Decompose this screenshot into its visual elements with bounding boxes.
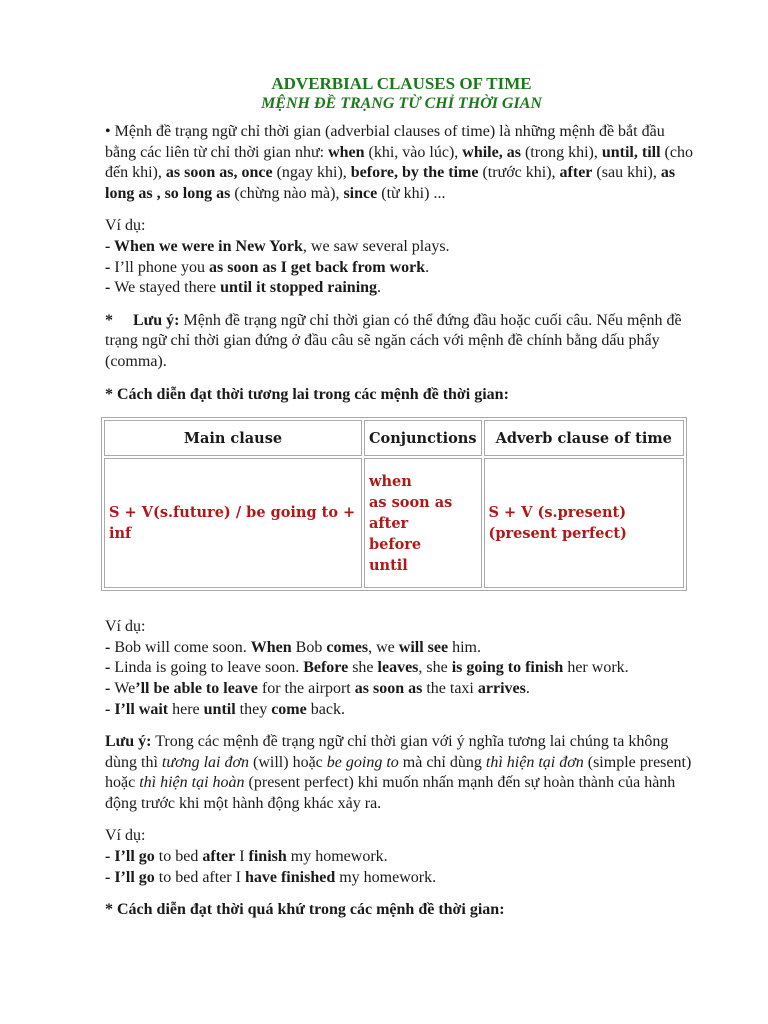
section-heading-future: * Cách diễn đạt thời tương lai trong các mệnh đề thời gian: [105,385,509,403]
cell-conjunctions: when as soon as after before until [364,458,482,588]
example-block-3 [105,826,698,888]
example-line: - I’ll go to bed after I finish my homework. [105,848,388,866]
cell-main-clause: S + V(s.future) / be going to + inf [104,458,362,588]
table-row [104,458,684,588]
example-line: - I’ll go to bed after I have finished my homework. [105,868,437,886]
example-line: - When we were in New York, we saw several plays. [105,237,450,255]
example-block-2 [105,617,698,720]
example-block-1 [105,216,698,298]
example-line: - We’ll be able to leave for the airport as soon as the taxi arrives. [105,679,530,697]
page-title: ADVERBIAL CLAUSES OF TIME [271,74,532,93]
example-line: - Bob will come soon. When Bob comes, we will see him. [105,638,481,656]
example-label: Ví dụ: [105,618,146,636]
note-paragraph-1: * Lưu ý: Mệnh đề trạng ngữ chỉ thời gian có thể đứng đầu hoặc cuối câu. Nếu mệnh đề trạng ngữ chỉ thời gian đứng ở đầu câu sẽ ngăn cách với mệnh đề chính bằng dấu phẩy (comma). [105,311,682,370]
example-line: - I’ll phone you as soon as I get back from work. [105,258,430,276]
header-main-clause: Main clause [104,420,362,456]
example-line: - I’ll wait here until they come back. [105,700,345,718]
table-header-row [104,420,684,456]
example-line: - We stayed there until it stopped raining. [105,279,382,297]
example-label: Ví dụ: [105,827,146,845]
note-paragraph-2: Lưu ý: Trong các mệnh đề trạng ngữ chỉ thời gian với ý nghĩa tương lai chúng ta không dùng thì tương lai đơn (will) hoặc be going to mà chỉ dùng thì hiện tại đơn (simple present) hoặc thì hiện tại hoàn (present perfect) khi muốn nhấn mạnh đến sự hoàn thành của hành động trước khi một hành động khác xảy ra. [105,733,692,812]
page-subtitle: MỆNH ĐỀ TRẠNG TỪ CHỈ THỜI GIAN [261,95,542,112]
example-label: Ví dụ: [105,217,146,235]
cell-adverb-clause: S + V (s.present)(present perfect) [484,458,685,588]
section-heading-past: * Cách diễn đạt thời quá khứ trong các mệnh đề thời gian: [105,901,505,919]
conjunction-table [101,417,687,591]
intro-paragraph: • Mệnh đề trạng ngữ chỉ thời gian (adverbial clauses of time) là những mệnh đề bắt đầu bằng các liên từ chỉ thời gian như: when (khi, vào lúc), while, as (trong khi), until, till (cho đến khi), as soon as, once (ngay khi), before, by the time (trước khi), after (sau khi), as long as , so long as (chừng nào mà), since (từ khi) ... [105,123,693,202]
header-adverb-clause: Adverb clause of time [484,420,685,456]
example-line: - Linda is going to leave soon. Before she leaves, she is going to finish her work. [105,659,629,677]
header-conjunctions: Conjunctions [364,420,482,456]
